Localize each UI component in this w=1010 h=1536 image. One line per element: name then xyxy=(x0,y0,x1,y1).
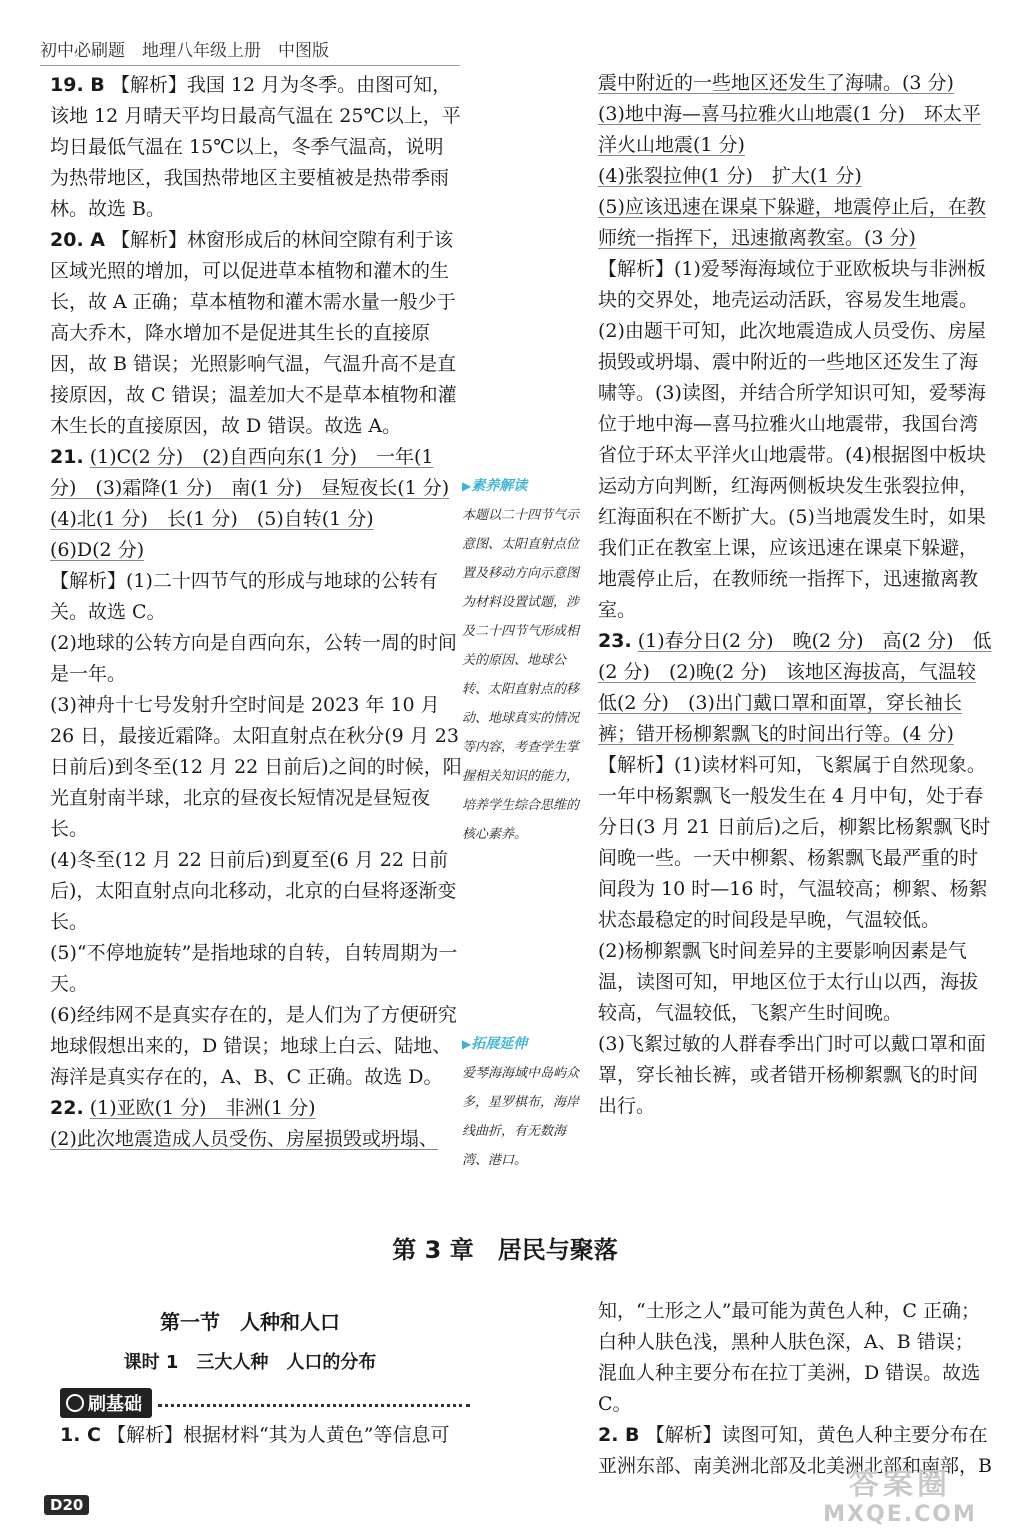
basics-badge xyxy=(60,1388,470,1418)
answer-line: (4)北(1 分) 长(1 分) (5)自转(1 分) xyxy=(50,508,374,530)
side-note-text: 爱琴海海域中岛屿众多，星罗棋布，海岸线曲折，有无数海湾、港口。 xyxy=(462,1066,580,1168)
answer-line: (1)C(2 分) (2)自西向东(1 分) 一年(1 分) (3)霜降(1 分) 南(1 分) 昼短夜长(1 分) xyxy=(50,446,450,499)
question-23 xyxy=(598,626,992,750)
watermark-url: MXQE.COM xyxy=(823,1502,977,1527)
question-number: 20. A xyxy=(50,229,105,251)
explanation-text: (3)神舟十七号发射升空时间是 2023 年 10 月 26 日，最接近霜降。太阳直射点在秋分(9 月 23 日前后)到冬至(12 月 22 日前后)之间的时候，阳光直射南半球，北京的昼夜长短情况是昼短夜长。 xyxy=(50,694,462,840)
question-number: 21. xyxy=(50,446,84,468)
question-number: 22. xyxy=(50,1097,84,1119)
side-note-title: ▶拓展延伸 xyxy=(462,1036,528,1052)
explanation-text: (4)冬至(12 月 22 日前后)到夏至(6 月 22 日前后)，太阳直射点向北移动，北京的白昼将逐渐变长。 xyxy=(50,849,457,933)
watermark xyxy=(800,1468,1000,1532)
question-22 xyxy=(50,1093,462,1124)
badge-label-box xyxy=(60,1388,152,1418)
circle-icon xyxy=(66,1394,84,1412)
badge-label: 刷基础 xyxy=(88,1394,142,1415)
explanation-text: (6)经纬网不是真实存在的，是人们为了方便研究地球假想出来的，D 错误；地球上白云、陆地、海洋是真实存在的，A、B、C 正确。故选 D。 xyxy=(50,1004,457,1088)
explanation-text: 【解析】(1)爱琴海海域位于亚欧板块与非洲板块的交界处，地壳运动活跃，容易发生地震。(2)由题干可知，此次地震造成人员受伤、房屋损毁或坍塌、震中附近的一些地区还发生了海啸等。(3)读图，并结合所学知识可知，爱琴海位于地中海—喜马拉雅火山地震带，我国台湾省位于环太平洋火山地震带。(4)根据图中板块运动方向判断，红海两侧板块发生张裂拉伸，红海面积在不断扩大。(5)当地震发生时，如果我们正在教室上课，应该迅速在课桌下躲避，地震停止后，在教师统一指挥下，迅速撤离教室。 xyxy=(598,258,986,621)
question-number: 2. B xyxy=(598,1424,640,1446)
answer-line: (1)亚欧(1 分) 非洲(1 分) xyxy=(89,1097,316,1119)
answer-line: (2)此次地震造成人员受伤、房屋损毁或坍塌、 xyxy=(50,1128,438,1150)
question-20 xyxy=(50,225,462,442)
bottom-right-column xyxy=(598,1296,992,1482)
explanation-text: 【解析】林窗形成后的林间空隙有利于该区域光照的增加，可以促进草本植物和灌木的生长，故 A 正确；草本植物和灌木需水量一般少于高大乔木，降水增加不是促进其生长的直接原因，故 B 错误；光照影响气温，气温升高不是直接原因，故 C 错误；温差加大不是草本植物和灌木生长的直接原因，故 D 错误。故选 A。 xyxy=(50,229,457,437)
answer-line: (4)张裂拉伸(1 分) 扩大(1 分) xyxy=(598,165,862,187)
explanation-text: 【解析】读图可知，黄色人种主要分布在亚洲东部、南美洲北部及北美洲北部和南部，B xyxy=(598,1424,992,1477)
explanation-text: 【解析】根据材料“其为人黄色”等信息可 xyxy=(107,1424,450,1446)
question-19 xyxy=(50,70,462,225)
watermark-logo: 答案圈 xyxy=(849,1467,951,1502)
explanation-text: (5)“不停地旋转”是指地球的自转，自转周期为一天。 xyxy=(50,942,458,995)
chapter-title: 第 3 章 居民与聚落 xyxy=(392,1236,618,1264)
triangle-icon: ▶ xyxy=(462,479,472,493)
side-note-extension xyxy=(462,1030,582,1175)
left-column xyxy=(50,70,462,1155)
right-column xyxy=(598,68,992,1122)
lesson-title: 课时 1 三大人种 人口的分布 xyxy=(123,1352,377,1373)
running-header: 初中必刷题 地理八年级上册 中图版 xyxy=(40,36,460,66)
answer-line: 震中附近的一些地区还发生了海啸。(3 分) xyxy=(598,72,954,94)
page-number: D20 xyxy=(44,1495,89,1515)
triangle-icon: ▶ xyxy=(462,1037,472,1051)
explanation-text: (2)杨柳絮飘飞时间差异的主要影响因素是气温，读图可知，甲地区位于太行山以西，海拔较高，气温较低，飞絮产生时间晚。 xyxy=(598,940,979,1024)
answer-line: (6)D(2 分) xyxy=(50,539,145,561)
question-number: 1. C xyxy=(60,1424,101,1446)
question-1 xyxy=(60,1420,470,1451)
question-number: 23. xyxy=(598,630,632,652)
answer-line: (3)地中海—喜马拉雅火山地震(1 分) 环太平洋火山地震(1 分) xyxy=(598,103,981,156)
explanation-text: 【解析】(1)读材料可知，飞絮属于自然现象。一年中杨絮飘飞一般发生在 4 月中旬，处于春分日(3 月 21 日前后)之后，柳絮比杨絮飘飞时间晚一些。一天中柳絮、杨絮飘飞最严重的时间段为 10 时—16 时，气温较高；柳絮、杨絮状态最稳定的时间段是早晚，气温较低。 xyxy=(598,754,991,931)
explanation-text: (3)飞絮过敏的人群春季出门时可以戴口罩和面罩，穿长袖长裤，或者错开杨柳絮飘飞的时间出行。 xyxy=(598,1033,986,1117)
side-note-literacy xyxy=(462,472,582,849)
dotted-divider xyxy=(158,1404,470,1407)
explanation-text: 【解析】(1)二十四节气的形成与地球的公转有关。故选 C。 xyxy=(50,570,438,623)
answer-line: (5)应该迅速在课桌下躲避，地震停止后，在教师统一指挥下，迅速撤离教室。(3 分) xyxy=(598,196,986,249)
section-title: 第一节 人种和人口 xyxy=(160,1310,340,1334)
answer-line: (1)春分日(2 分) 晚(2 分) 高(2 分) 低(2 分) (2)晚(2 分) 该地区海拔高，气温较低(2 分) (3)出门戴口罩和面罩，穿长袖长裤；错开杨柳絮飘飞的时间出行等。(4 分) xyxy=(598,630,992,745)
side-note-title: ▶素养解读 xyxy=(462,478,528,494)
explanation-text: 【解析】我国 12 月为冬季。由图可知，该地 12 月晴天平均日最高气温在 25℃以上，平均日最低气温在 15℃以上，冬季气温高，说明为热带地区，我国热带地区主要植被是热带季雨林。故选 B。 xyxy=(50,74,461,220)
question-number: 19. B xyxy=(50,74,105,96)
explanation-text: (2)地球的公转方向是自西向东，公转一周的时间是一年。 xyxy=(50,632,457,685)
bottom-left-column xyxy=(60,1420,470,1451)
question-21 xyxy=(50,442,462,504)
explanation-text: 知，“土形之人”最可能为黄色人种，C 正确；白种人肤色浅，黑种人肤色深，A、B 错误；混血人种主要分布在拉丁美洲，D 错误。故选 C。 xyxy=(598,1300,981,1415)
side-note-text: 本题以二十四节气示意图、太阳直射点位置及移动方向示意图为材料设置试题，涉及二十四节气形成相关的原因、地球公转、太阳直射点的移动、地球真实的情况等内容，考查学生掌握相关知识的能力，培养学生综合思维的核心素养。 xyxy=(462,508,580,842)
